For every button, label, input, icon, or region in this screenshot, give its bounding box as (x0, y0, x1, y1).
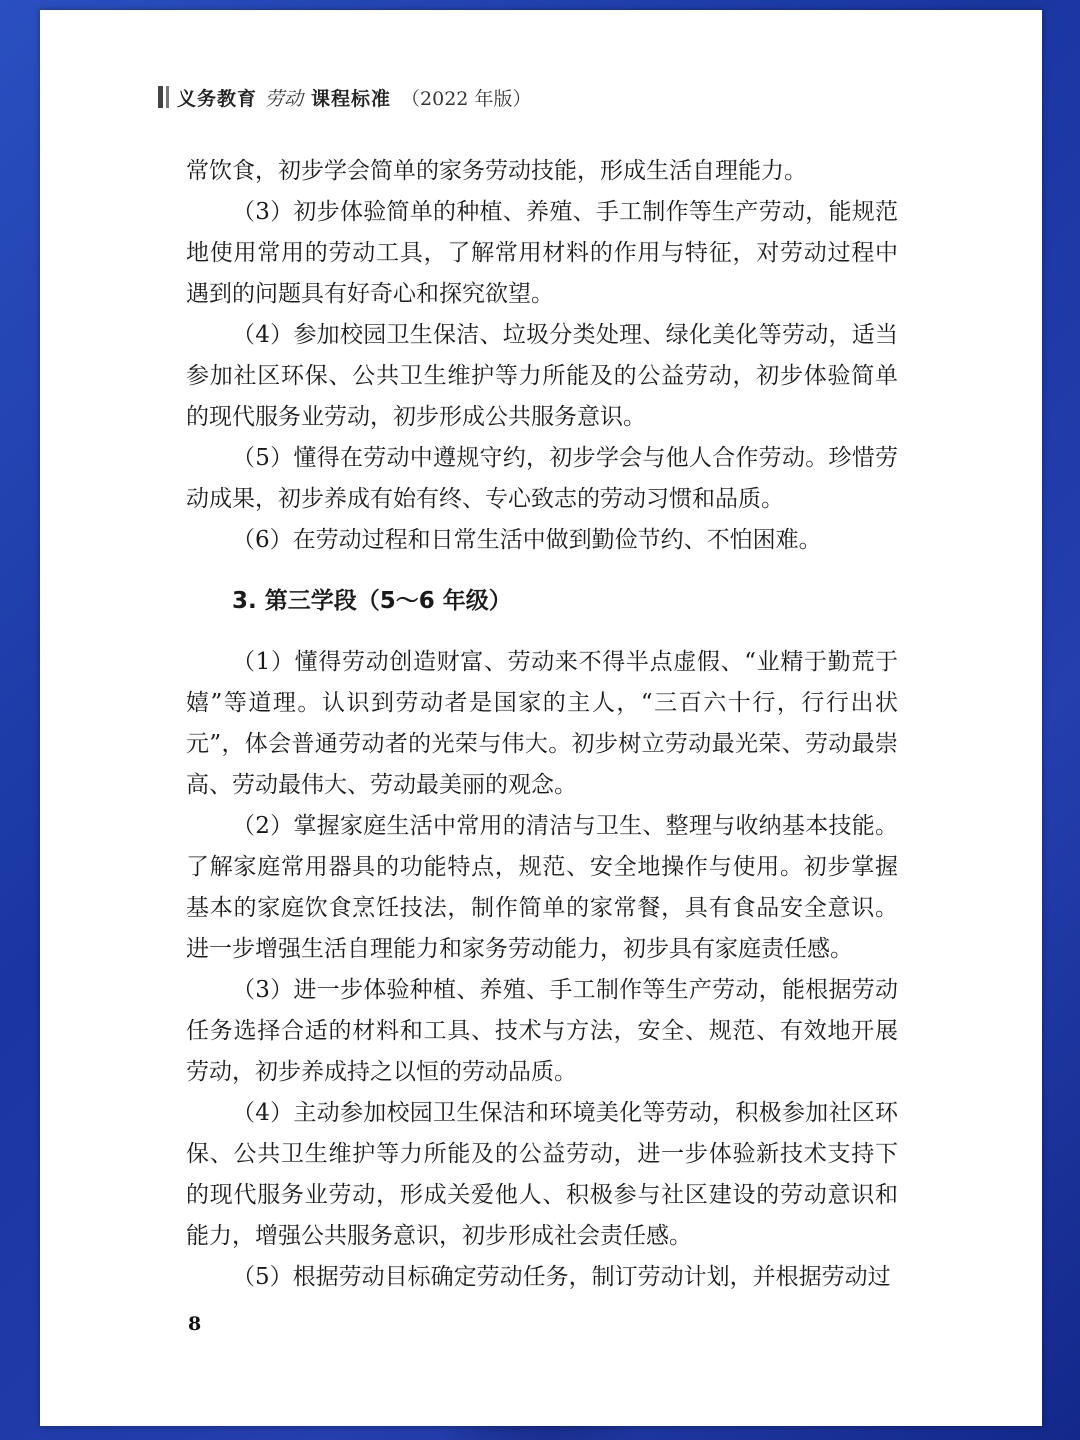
paragraph: （5）懂得在劳动中遵规守约，初步学会与他人合作劳动。珍惜劳动成果，初步养成有始有终、专心致志的劳动习惯和品质。 (186, 445, 898, 512)
page-number: 8 (188, 1313, 202, 1335)
header-edition: （2022 年版） (401, 87, 532, 110)
header-mark-icon (158, 86, 163, 108)
section-heading: 3. 第三学段（5～6 年级） (232, 588, 512, 614)
header-mark-thin-icon (166, 86, 169, 108)
header-title: 义务教育 (177, 87, 258, 110)
body-text (186, 151, 898, 1298)
paragraph: （6）在劳动过程和日常生活中做到勤俭节约、不怕困难。 (232, 527, 822, 553)
header-title-rest: 课程标准 (311, 87, 392, 110)
paragraph: （3）进一步体验种植、养殖、手工制作等生产劳动，能根据劳动任务选择合适的材料和工具、技术与方法，安全、规范、有效地开展劳动，初步养成持之以恒的劳动品质。 (186, 977, 898, 1085)
paragraph: （4）参加校园卫生保洁、垃圾分类处理、绿化美化等劳动，适当参加社区环保、公共卫生维护等力所能及的公益劳动，初步体验简单的现代服务业劳动，初步形成公共服务意识。 (186, 322, 898, 430)
paragraph: （5）根据劳动目标确定劳动任务，制订劳动计划，并根据劳动过 (232, 1264, 891, 1290)
paragraph: （4）主动参加校园卫生保洁和环境美化等劳动，积极参加社区环保、公共卫生维护等力所能及的公益劳动，进一步体验新技术支持下的现代服务业劳动，形成关爱他人、积极参与社区建设的劳动意识和能力，增强公共服务意识，初步形成社会责任感。 (186, 1100, 898, 1249)
paragraph: （3）初步体验简单的种植、养殖、手工制作等生产劳动，能规范地使用常用的劳动工具，了解常用材料的作用与特征，对劳动过程中遇到的问题具有好奇心和探究欲望。 (186, 199, 898, 307)
paragraph: （1）懂得劳动创造财富、劳动来不得半点虚假、“业精于勤荒于嬉”等道理。认识到劳动者是国家的主人，“三百六十行，行行出状元”，体会普通劳动者的光荣与伟大。初步树立劳动最光荣、劳动最崇高、劳动最伟大、劳动最美丽的观念。 (186, 649, 898, 798)
running-header (158, 84, 531, 110)
header-subject: 劳动 (265, 87, 304, 110)
document-page (40, 10, 1042, 1426)
paragraph: 常饮食，初步学会简单的家务劳动技能，形成生活自理能力。 (186, 158, 807, 184)
paragraph: （2）掌握家庭生活中常用的清洁与卫生、整理与收纳基本技能。了解家庭常用器具的功能特点，规范、安全地操作与使用。初步掌握基本的家庭饮食烹饪技法，制作简单的家常餐，具有食品安全意识。进一步增强生活自理能力和家务劳动能力，初步具有家庭责任感。 (186, 813, 898, 962)
